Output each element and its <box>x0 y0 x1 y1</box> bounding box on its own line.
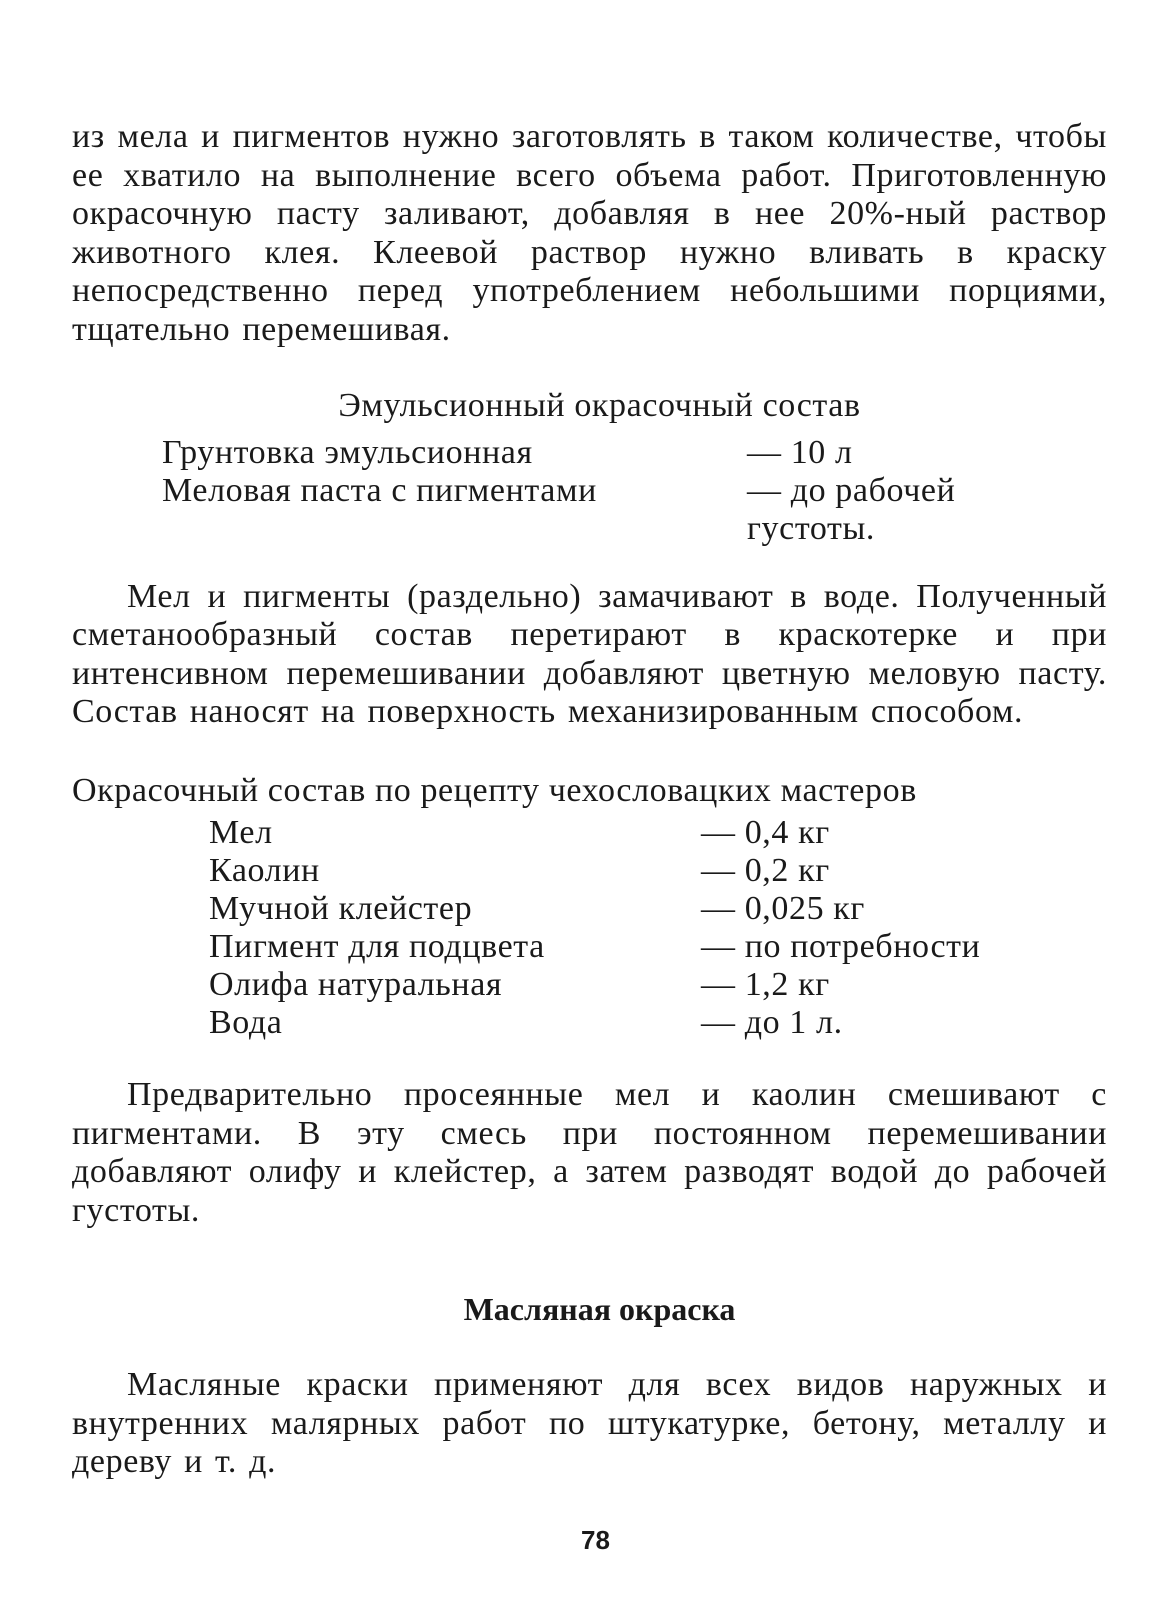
czech-instructions: Предварительно просеянные мел и каолин смешивают с пигментами. В эту смесь при постоянном перемешивании добавляют олифу и клейстер, а затем разводят водой до рабочей густоты. <box>72 1076 1107 1229</box>
recipe-row <box>209 852 980 890</box>
ingredient-amount: — 10 л <box>747 433 853 471</box>
recipe-row <box>209 928 980 966</box>
recipe-row <box>209 890 980 928</box>
recipe-row <box>162 472 1007 548</box>
ingredient-name: Грунтовка эмульсионная <box>162 433 533 471</box>
recipe-row <box>209 966 980 1004</box>
emulsion-recipe-table <box>162 434 1007 548</box>
ingredient-amount: — 1,2 кг <box>701 966 830 1003</box>
ingredient-amount: — до рабочей густоты. <box>747 471 956 547</box>
ingredient-amount: — 0,025 кг <box>701 890 865 927</box>
page-number: 78 <box>581 1525 610 1555</box>
ingredient-name: Вода <box>209 1004 283 1041</box>
recipe-row <box>209 1004 980 1042</box>
ingredient-name: Меловая паста с пигментами <box>162 471 597 509</box>
intro-paragraph: из мела и пигментов нужно заготовлять в таком количестве, чтобы ее хватило на выполнение всего объема работ. Приготовленную окрасочную пасту заливают, добавляя в нее 20%-ный раствор животного клея. Клеевой раствор нужно вливать в краску непосредственно перед употреблением небольшими порциями, тщательно перемешивая. <box>72 118 1107 348</box>
recipe-row <box>162 434 1007 472</box>
czech-recipe-title: Окрасочный состав по рецепту чехословацких мастеров <box>72 771 917 809</box>
oil-paint-paragraph: Масляные краски применяют для всех видов наружных и внутренних малярных работ по штукатурке, бетону, металлу и дереву и т. д. <box>72 1366 1107 1480</box>
ingredient-name: Олифа натуральная <box>209 966 503 1003</box>
page-content <box>72 118 1107 1482</box>
emulsion-recipe-title: Эмульсионный окрасочный состав <box>338 387 861 424</box>
ingredient-name: Каолин <box>209 852 320 889</box>
ingredient-name: Мучной клейстер <box>209 890 473 927</box>
ingredient-amount: — до 1 л. <box>701 1004 843 1041</box>
ingredient-amount: — по потребности <box>701 928 981 965</box>
ingredient-amount: — 0,2 кг <box>701 852 830 889</box>
ingredient-name: Мел <box>209 814 273 851</box>
ingredient-amount: — 0,4 кг <box>701 814 830 851</box>
czech-recipe-table <box>209 814 980 1042</box>
ingredient-name: Пигмент для подцвета <box>209 928 545 965</box>
recipe-row <box>209 814 980 852</box>
section-heading: Масляная окраска <box>463 1291 736 1327</box>
emulsion-instructions: Мел и пигменты (раздельно) замачивают в воде. Полученный сметанообразный состав перетирают в краскотерке и при интенсивном перемешивании добавляют цветную меловую пасту. Состав наносят на поверхность механизированным способом. <box>72 577 1107 730</box>
